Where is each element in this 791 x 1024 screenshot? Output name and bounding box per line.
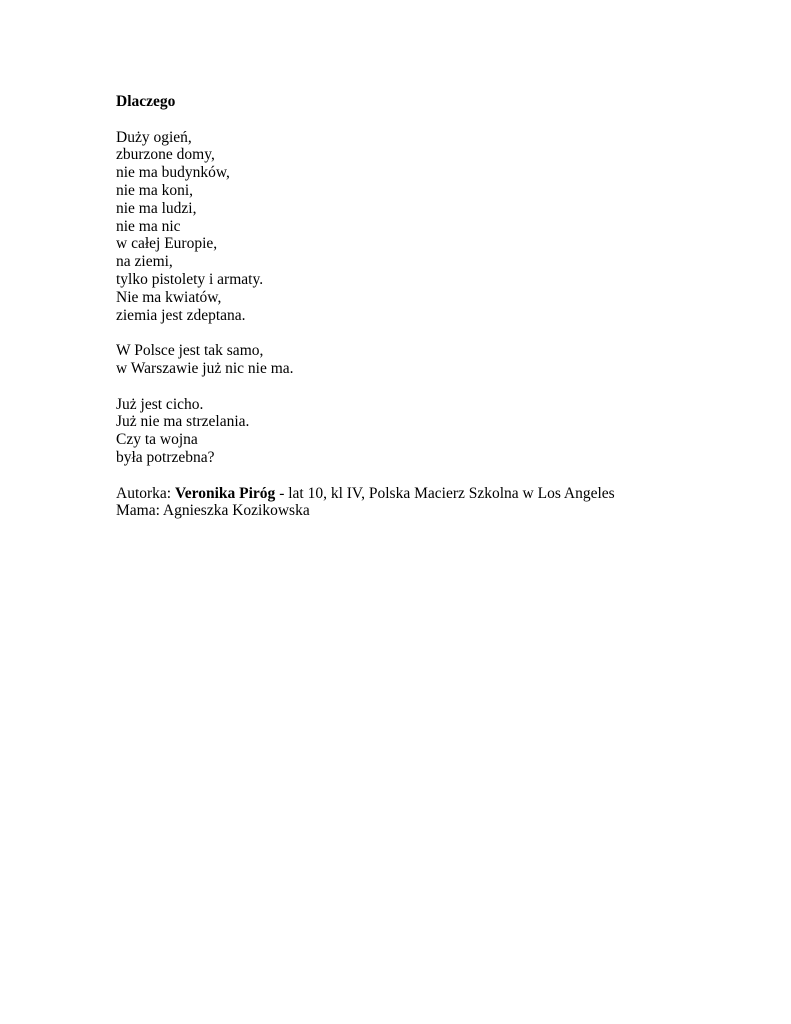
poem-line: Duży ogień, bbox=[116, 128, 192, 146]
poem-line: nie ma budynków, bbox=[116, 164, 230, 182]
stanza-2 bbox=[116, 342, 756, 378]
poem-line: była potrzebna? bbox=[116, 448, 215, 466]
document-content bbox=[116, 93, 756, 520]
author-details: - lat 10, kl IV, Polska Macierz Szkolna w Los Angeles bbox=[275, 484, 615, 502]
poem-line: w całej Europie, bbox=[116, 235, 218, 253]
author-name: Veronika Piróg bbox=[174, 484, 276, 502]
poem-line: W Polsce jest tak samo, bbox=[116, 342, 264, 360]
poem-line: Nie ma kwiatów, bbox=[116, 288, 222, 306]
poem-line: tylko pistolety i armaty. bbox=[116, 270, 264, 288]
poem-line: w Warszawie już nic nie ma. bbox=[116, 359, 294, 377]
poem-line: nie ma koni, bbox=[116, 181, 194, 199]
poem-line: na ziemi, bbox=[116, 253, 173, 271]
spacer bbox=[116, 378, 756, 396]
poem-line: zburzone domy, bbox=[116, 146, 215, 164]
poem-line: nie ma nic bbox=[116, 217, 181, 235]
author-credit bbox=[116, 485, 756, 503]
stanza-3 bbox=[116, 396, 756, 467]
mother-credit: Mama: Agnieszka Kozikowska bbox=[116, 502, 310, 520]
stanza-1 bbox=[116, 129, 756, 325]
spacer bbox=[116, 467, 756, 485]
poem-line: ziemia jest zdeptana. bbox=[116, 306, 246, 324]
credits bbox=[116, 485, 756, 521]
spacer bbox=[116, 324, 756, 342]
author-label: Autorka: bbox=[116, 484, 175, 502]
poem-line: Czy ta wojna bbox=[116, 431, 198, 449]
poem-title: Dlaczego bbox=[116, 93, 176, 110]
spacer bbox=[116, 111, 756, 129]
poem-line: Już nie ma strzelania. bbox=[116, 413, 250, 431]
poem-line: Już jest cicho. bbox=[116, 395, 204, 413]
poem-line: nie ma ludzi, bbox=[116, 199, 197, 217]
